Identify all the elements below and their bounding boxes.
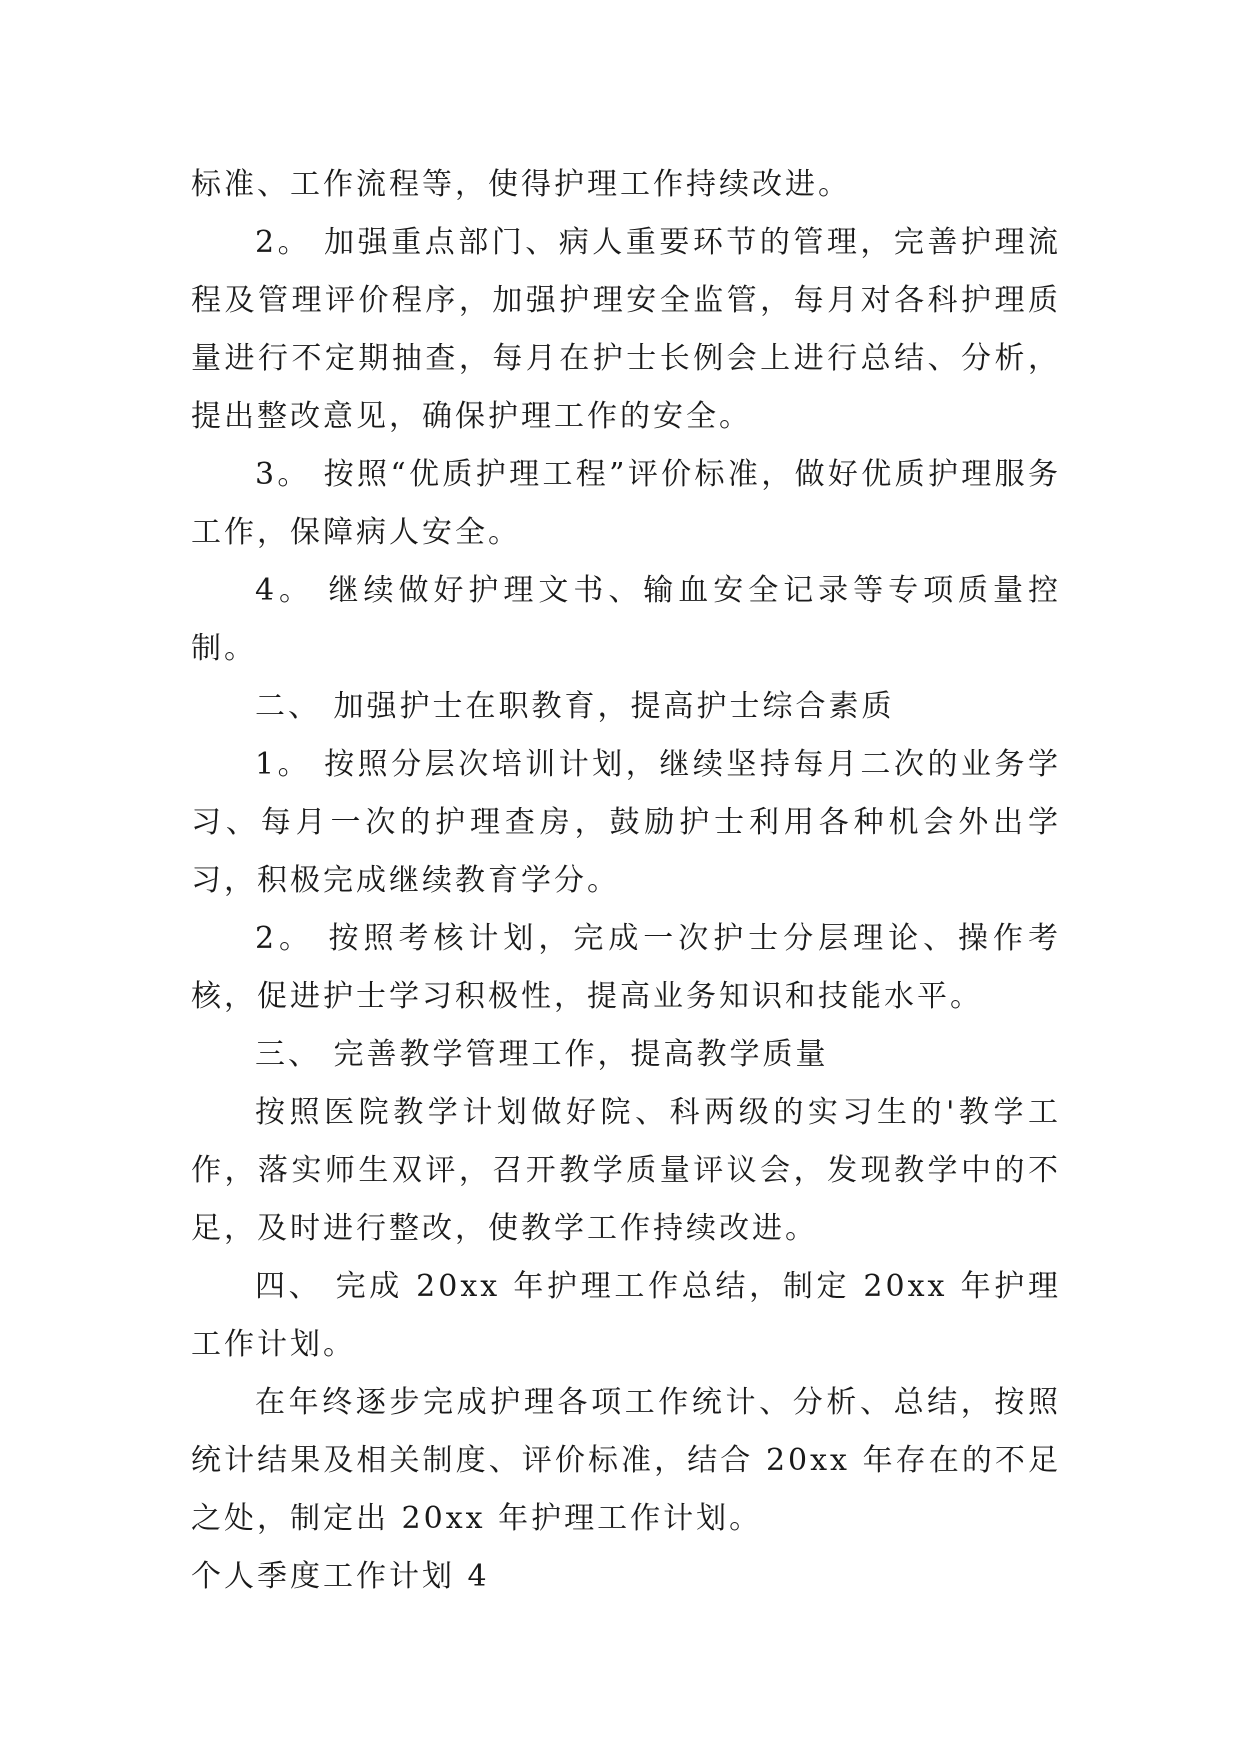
next-section-title: 个人季度工作计划 4 — [191, 1559, 490, 1594]
paragraph-item-2-management: 2。 加强重点部门、病人重要环节的管理，完善护理流程及管理评价程序，加强护理安全监管，每月对各科护理质量进行不定期抽查，每月在护士长例会上进行总结、分析，提出整改意见，确保护理工作的安全。 — [191, 225, 1061, 434]
paragraph-item-4-quality-control: 4。 继续做好护理文书、输血安全记录等专项质量控制。 — [191, 573, 1061, 666]
section-heading-2: 二、 加强护士在职教育，提高护士综合素质 — [255, 689, 895, 724]
section-heading-4: 四、 完成 20xx 年护理工作总结，制定 20xx 年护理工作计划。 — [191, 1269, 1061, 1362]
document-body — [191, 156, 1061, 1606]
paragraph-item-3-quality-service: 3。 按照“优质护理工程”评价标准，做好优质护理服务工作，保障病人安全。 — [191, 457, 1061, 550]
paragraph-item-1-training: 1。 按照分层次培训计划，继续坚持每月二次的业务学习、每月一次的护理查房，鼓励护士利用各种机会外出学习，积极完成继续教育学分。 — [191, 747, 1061, 898]
paragraph-teaching: 按照医院教学计划做好院、科两级的实习生的'教学工作，落实师生双评，召开教学质量评议会，发现教学中的不足，及时进行整改，使教学工作持续改进。 — [191, 1095, 1061, 1246]
paragraph-item-2-assessment: 2。 按照考核计划，完成一次护士分层理论、操作考核，促进护士学习积极性，提高业务知识和技能水平。 — [191, 921, 1061, 1014]
section-heading-3: 三、 完善教学管理工作，提高教学质量 — [255, 1037, 829, 1072]
paragraph-continuation: 标准、工作流程等，使得护理工作持续改进。 — [191, 167, 851, 202]
paragraph-year-end: 在年终逐步完成护理各项工作统计、分析、总结，按照统计结果及相关制度、评价标准，结合 20xx 年存在的不足之处，制定出 20xx 年护理工作计划。 — [191, 1385, 1061, 1536]
